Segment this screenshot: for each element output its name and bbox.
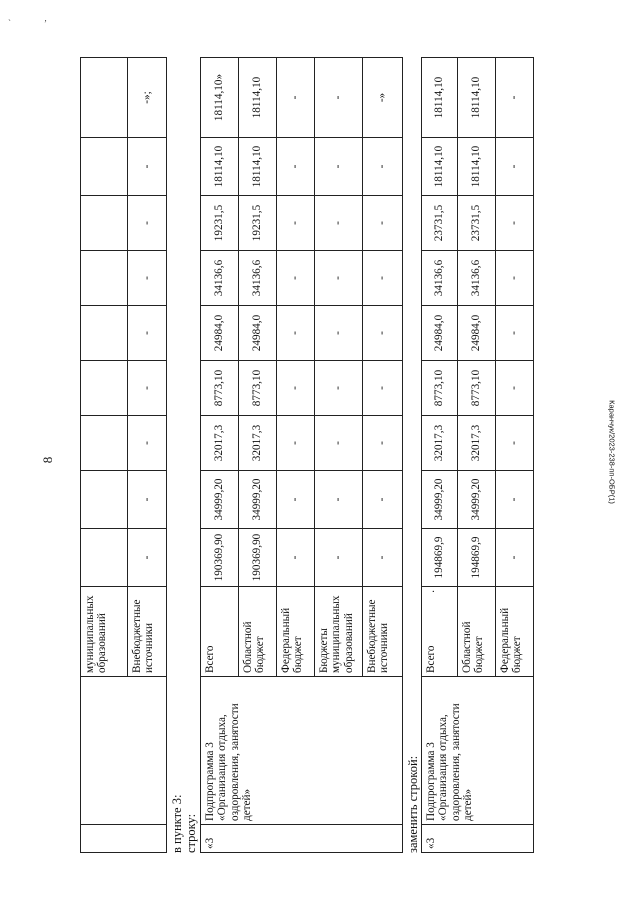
value-cell: 8773,10: [458, 361, 496, 416]
value-cell: [81, 361, 128, 416]
value-cell: -: [315, 58, 363, 138]
table-old-row: [200, 57, 403, 853]
value-cell: 18114,10: [422, 58, 458, 138]
value-cell: -: [128, 306, 167, 361]
value-cell: 32017,3: [239, 416, 277, 471]
value-cell: -: [315, 529, 363, 587]
value-cell: -: [315, 196, 363, 251]
value-cell: -: [363, 361, 403, 416]
value-cell: -: [496, 471, 534, 529]
value-cell: -: [496, 196, 534, 251]
value-cell: 18114,10: [458, 138, 496, 196]
value-cell: -: [128, 251, 167, 306]
source-label: Всего: [425, 645, 437, 673]
source-cell: Федеральный бюджет: [496, 587, 534, 677]
source-cell: муниципальных образований: [81, 587, 128, 677]
document-id: Каранчук/2023-238-пп-ОБР(1): [607, 400, 617, 504]
value-cell: 8773,10: [239, 361, 277, 416]
value-cell: 18114,10: [422, 138, 458, 196]
value-cell: [81, 306, 128, 361]
source-cell: Внебюджетные источники: [363, 587, 403, 677]
source-cell: Бюджеты муниципальных образований: [315, 587, 363, 677]
value-cell: 24984,0: [201, 306, 239, 361]
value-cell: 194869,9: [458, 529, 496, 587]
value-cell: -: [363, 251, 403, 306]
source-cell: Областной бюджет: [239, 587, 277, 677]
value-cell: [81, 138, 128, 196]
value-cell: -: [128, 361, 167, 416]
value-cell: -: [363, 306, 403, 361]
value-cell: 32017,3: [458, 416, 496, 471]
value-cell: 34136,6: [201, 251, 239, 306]
value-cell: -: [315, 251, 363, 306]
value-cell: [81, 58, 128, 138]
value-cell: 34136,6: [422, 251, 458, 306]
value-cell: 24984,0: [239, 306, 277, 361]
source-cell: Всего: [201, 587, 239, 677]
value-cell: [81, 196, 128, 251]
value-cell: 34999,20: [239, 471, 277, 529]
value-cell: -: [128, 416, 167, 471]
value-cell: -: [315, 138, 363, 196]
value-cell: -: [315, 471, 363, 529]
value-cell: -: [277, 58, 315, 138]
value-cell: -: [363, 416, 403, 471]
value-cell: -: [496, 416, 534, 471]
value-cell: -: [277, 306, 315, 361]
value-cell: 18114,10: [201, 138, 239, 196]
value-cell: -: [315, 306, 363, 361]
value-cell: -: [128, 138, 167, 196]
value-cell: -: [128, 196, 167, 251]
page-number: 8: [40, 456, 55, 464]
value-cell: [81, 416, 128, 471]
number-cell: «3: [422, 825, 534, 853]
value-cell: -: [277, 471, 315, 529]
value-cell: 19231,5: [239, 196, 277, 251]
source-cell: Внебюджетные источники: [128, 587, 167, 677]
value-cell: -: [496, 361, 534, 416]
table-row: [422, 58, 458, 853]
value-cell: 34999,20: [201, 471, 239, 529]
number-cell: [81, 825, 167, 853]
value-cell: 18114,10: [458, 58, 496, 138]
instruction-replace: заменить строкой:: [406, 755, 420, 853]
source-cell: [422, 587, 458, 677]
name-cell: Подпрограмма 3 «Организация отдыха, оздоровления, занятости детей»: [201, 677, 403, 825]
value-cell: 190369,90: [239, 529, 277, 587]
value-cell: 34999,20: [422, 471, 458, 529]
value-cell: 32017,3: [201, 416, 239, 471]
source-cell: Федеральный бюджет: [277, 587, 315, 677]
value-cell: 23731,5: [458, 196, 496, 251]
value-cell: -: [363, 529, 403, 587]
value-cell: -: [315, 416, 363, 471]
value-cell: 34999,20: [458, 471, 496, 529]
value-cell: -: [277, 251, 315, 306]
value-cell: -: [128, 529, 167, 587]
value-cell: 8773,10: [201, 361, 239, 416]
value-cell: 18114,10: [239, 138, 277, 196]
stray-mark: .: [425, 590, 437, 593]
table-continuation: [80, 57, 167, 853]
value-cell: 18114,10: [239, 58, 277, 138]
value-cell: [81, 471, 128, 529]
value-cell: -: [496, 529, 534, 587]
name-cell: Подпрограмма 3 «Организация отдыха, оздоровления, занятости детей»: [422, 677, 534, 825]
value-cell: -: [496, 58, 534, 138]
instruction-row: строку:: [184, 813, 198, 853]
scan-mark-1: `: [8, 18, 11, 28]
scan-mark-2: ‚: [44, 13, 47, 23]
name-cell: [81, 677, 167, 825]
value-cell: 190369,90: [201, 529, 239, 587]
instruction-in-point-3: в пункте 3:: [170, 794, 184, 853]
value-cell: 18114,10»: [201, 58, 239, 138]
value-cell: -: [277, 529, 315, 587]
value-cell: 24984,0: [422, 306, 458, 361]
value-cell: -: [496, 251, 534, 306]
value-cell: [81, 251, 128, 306]
number-cell: «3: [201, 825, 403, 853]
table-row: [201, 58, 239, 853]
value-cell: -: [128, 471, 167, 529]
rotated-page: [80, 58, 524, 853]
value-cell: -: [315, 361, 363, 416]
source-cell: Областной бюджет: [458, 587, 496, 677]
value-cell: -: [277, 361, 315, 416]
value-cell: 34136,6: [239, 251, 277, 306]
value-cell: 194869,9: [422, 529, 458, 587]
value-cell: -»;: [128, 58, 167, 138]
table-new-row: [421, 57, 534, 853]
value-cell: 19231,5: [201, 196, 239, 251]
table-row: [81, 58, 128, 853]
value-cell: 32017,3: [422, 416, 458, 471]
value-cell: 8773,10: [422, 361, 458, 416]
value-cell: 23731,5: [422, 196, 458, 251]
value-cell: -»: [363, 58, 403, 138]
value-cell: 24984,0: [458, 306, 496, 361]
value-cell: [81, 529, 128, 587]
value-cell: -: [363, 196, 403, 251]
value-cell: -: [363, 138, 403, 196]
value-cell: -: [277, 196, 315, 251]
value-cell: -: [277, 416, 315, 471]
value-cell: -: [496, 138, 534, 196]
value-cell: 34136,6: [458, 251, 496, 306]
value-cell: -: [496, 306, 534, 361]
value-cell: -: [277, 138, 315, 196]
value-cell: -: [363, 471, 403, 529]
